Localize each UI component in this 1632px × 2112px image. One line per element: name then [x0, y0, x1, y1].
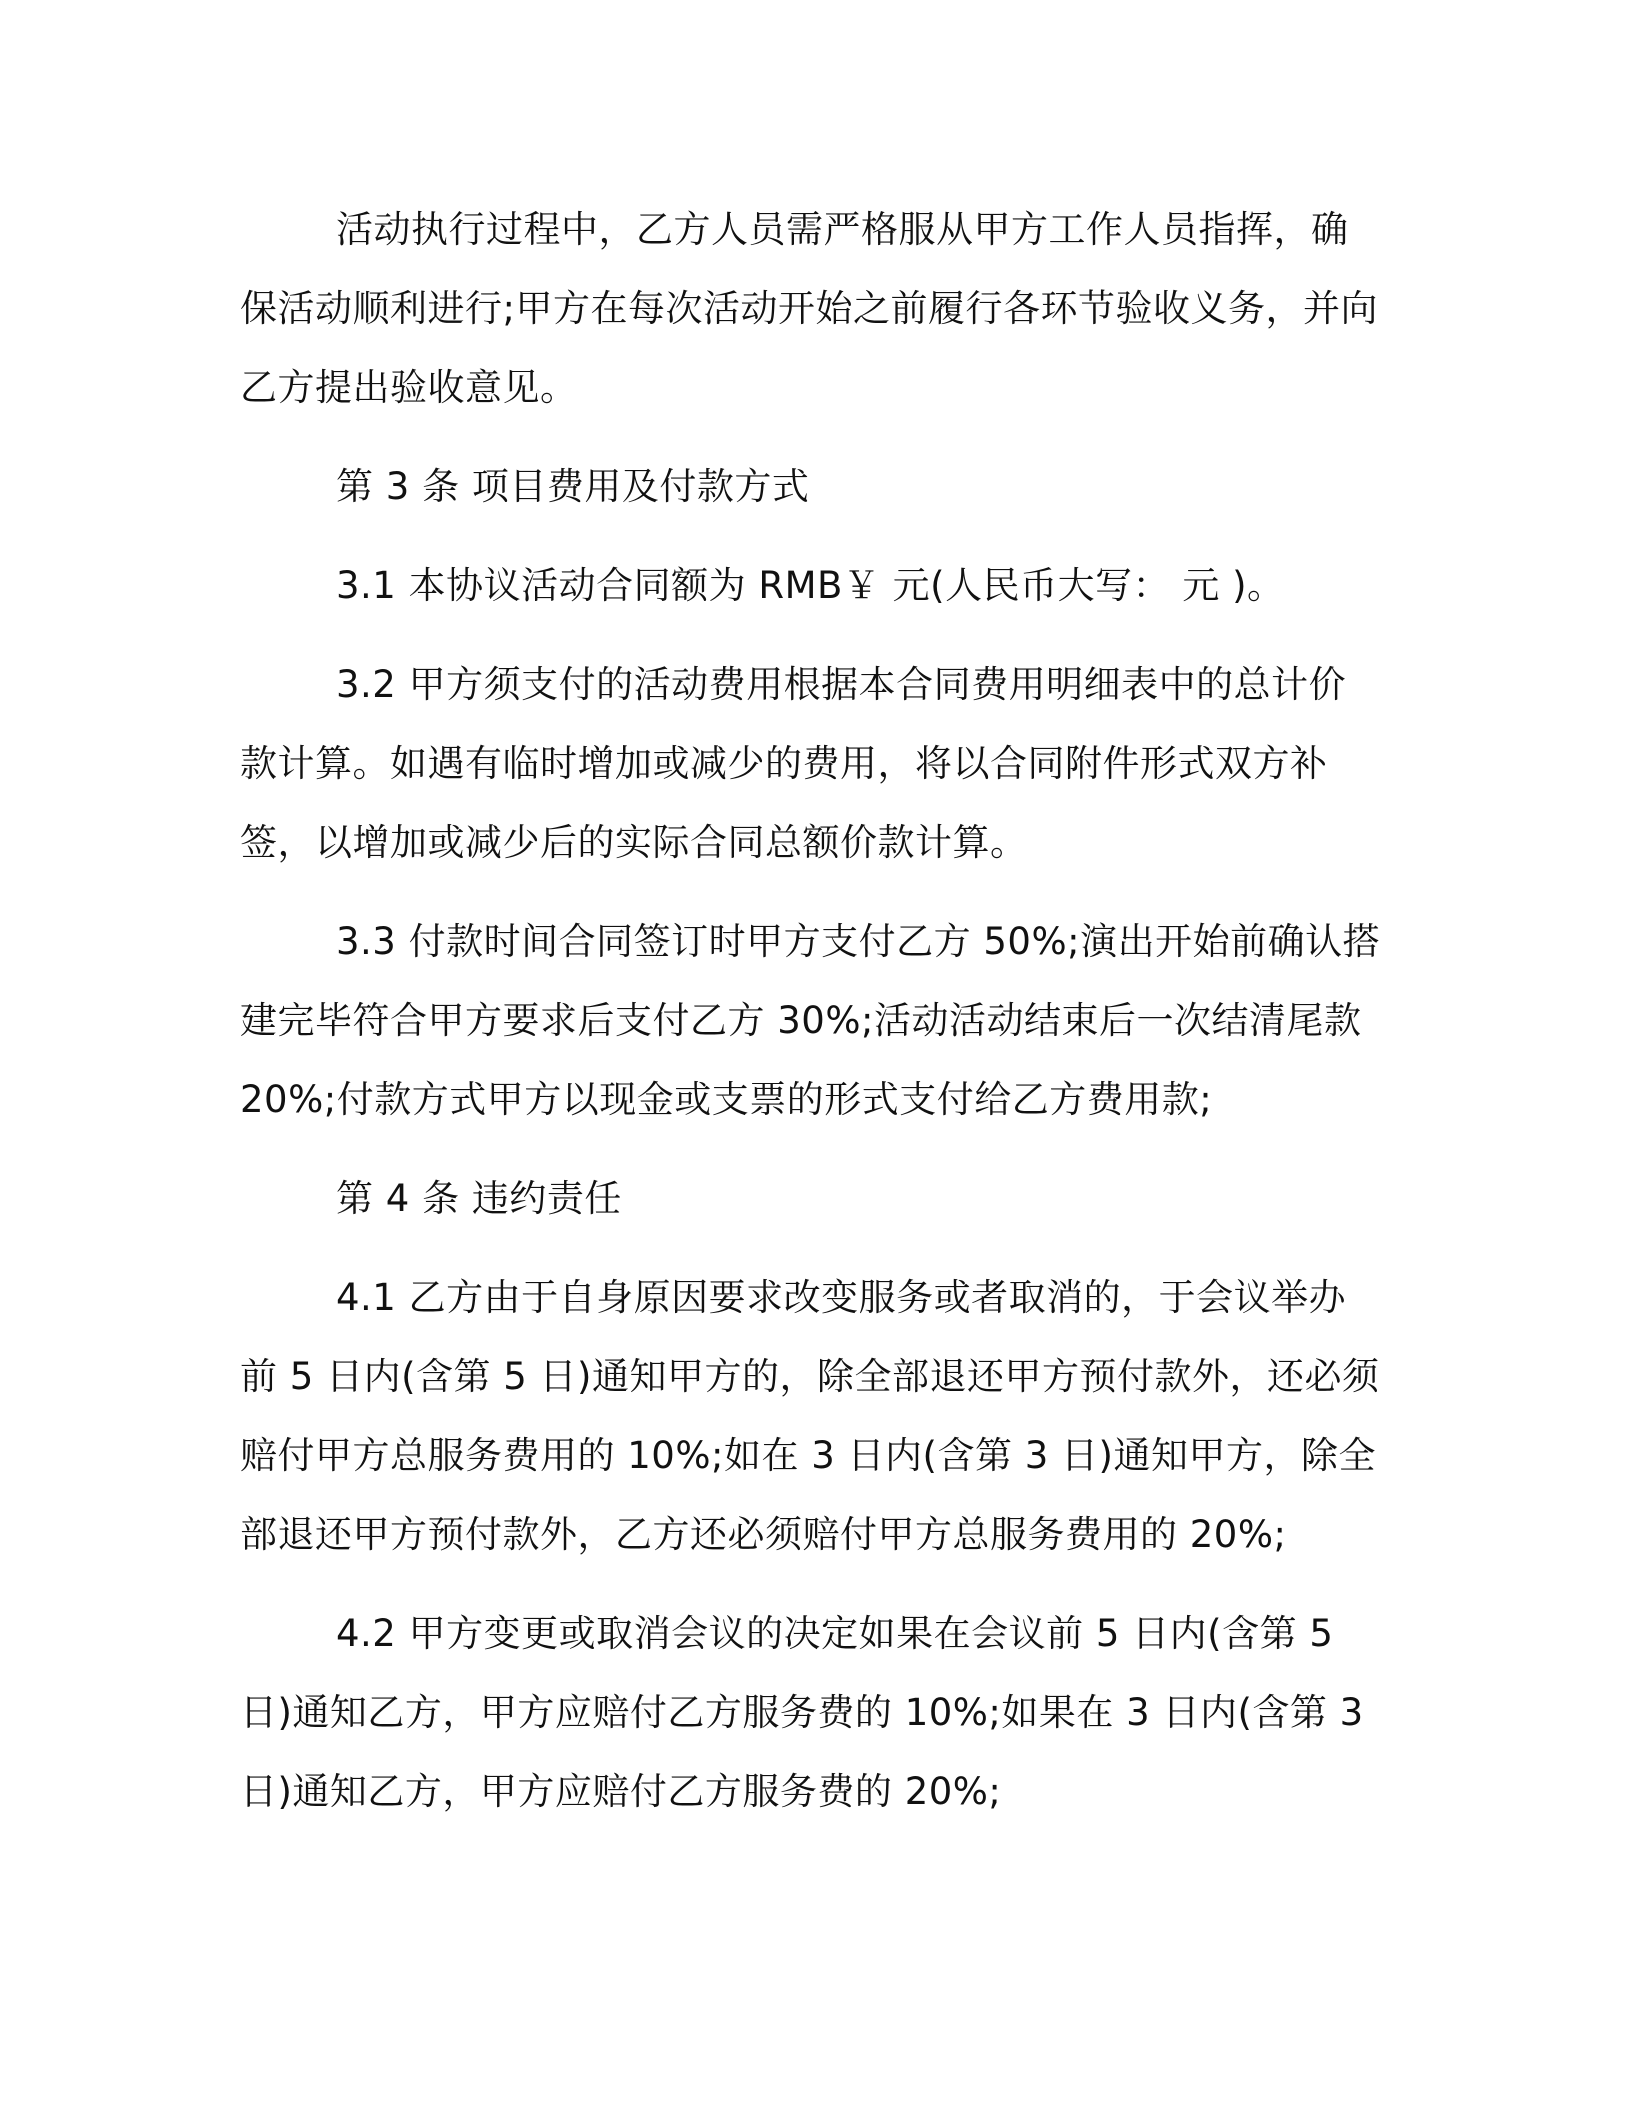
clause-3-2: 3.2 甲方须支付的活动费用根据本合同费用明细表中的总计价款计算。如遇有临时增加或减少的费用，将以合同附件形式双方补签，以增加或减少后的实际合同总额价款计算。 — [240, 663, 1347, 864]
article-3-heading: 第 3 条 项目费用及付款方式 — [336, 465, 810, 508]
article-4-heading: 第 4 条 违约责任 — [336, 1177, 622, 1220]
document-page — [240, 190, 1382, 1831]
clause-4-1: 4.1 乙方由于自身原因要求改变服务或者取消的，于会议举办前 5 日内(含第 5 日)通知甲方的，除全部退还甲方预付款外，还必须赔付甲方总服务费用的 10%;如在 3 日内(含第 3 日)通知甲方，除全部退还甲方预付款外，乙方还必须赔付甲方总服务费用的 20%; — [240, 1276, 1380, 1556]
paragraph-activity-execution: 活动执行过程中，乙方人员需严格服从甲方工作人员指挥，确保活动顺利进行;甲方在每次活动开始之前履行各环节验收义务，并向乙方提出验收意见。 — [240, 208, 1378, 409]
clause-3-1: 3.1 本协议活动合同额为 RMB￥ 元(人民币大写： 元 )。 — [336, 564, 1285, 607]
clause-4-2: 4.2 甲方变更或取消会议的决定如果在会议前 5 日内(含第 5 日)通知乙方，甲方应赔付乙方服务费的 10%;如果在 3 日内(含第 3 日)通知乙方，甲方应赔付乙方服务费的 20%; — [240, 1612, 1364, 1813]
clause-3-3: 3.3 付款时间合同签订时甲方支付乙方 50%;演出开始前确认搭建完毕符合甲方要求后支付乙方 30%;活动活动结束后一次结清尾款 20%;付款方式甲方以现金或支票的形式支付给乙方费用款; — [240, 920, 1381, 1121]
